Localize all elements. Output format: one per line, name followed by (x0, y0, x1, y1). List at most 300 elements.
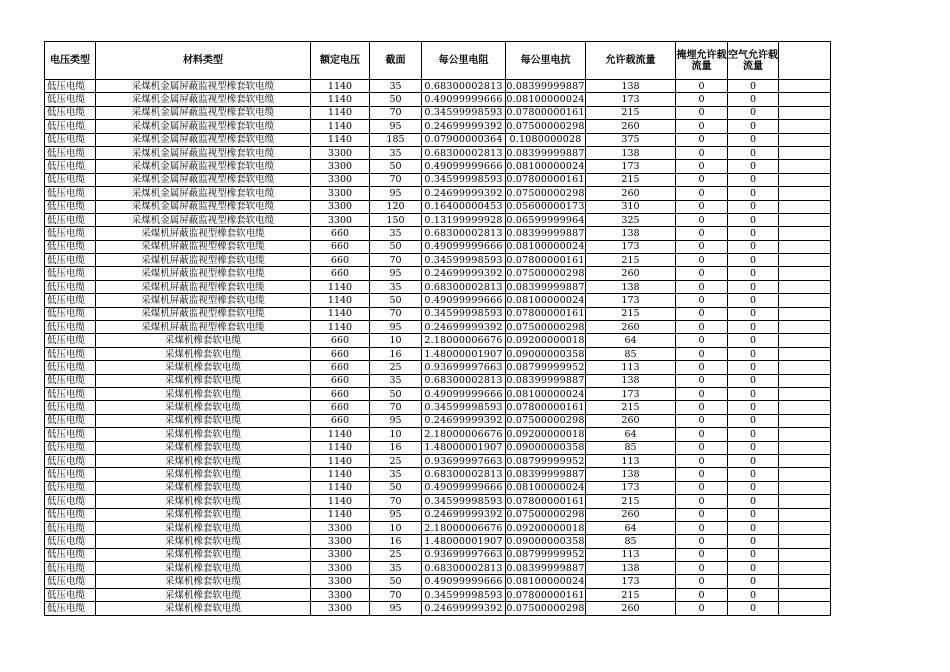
cell-resistance[interactable]: 0.68300002813 (422, 227, 506, 240)
cell-cross-section[interactable]: 10 (370, 334, 422, 347)
cell-rated-voltage[interactable]: 3300 (311, 146, 370, 159)
cell-rated-voltage[interactable]: 660 (311, 401, 370, 414)
cell-cross-section[interactable]: 95 (370, 508, 422, 521)
cell-resistance[interactable]: 2.18000006676 (422, 428, 506, 441)
cell-cross-section[interactable]: 50 (370, 93, 422, 106)
cell-allowed-current[interactable]: 138 (586, 468, 676, 481)
cell-rated-voltage[interactable]: 3300 (311, 173, 370, 186)
cell-air-current[interactable]: 0 (728, 93, 779, 106)
cell-buried-current[interactable]: 0 (676, 495, 728, 508)
cell-voltage-type[interactable]: 低压电缆 (45, 307, 96, 320)
cell-blank[interactable] (779, 146, 831, 159)
cell-material-type[interactable]: 采煤机屏蔽监视型橡套软电缆 (96, 307, 311, 320)
cell-allowed-current[interactable]: 260 (586, 508, 676, 521)
cell-reactance[interactable]: 0.08399999887 (506, 281, 585, 293)
cell-voltage-type[interactable]: 低压电缆 (45, 468, 96, 481)
cell-cross-section[interactable]: 95 (370, 414, 422, 427)
cell-air-current[interactable]: 0 (728, 441, 779, 454)
cell-material-type[interactable]: 采煤机金属屏蔽监视型橡套软电缆 (96, 173, 311, 186)
cell-material-type[interactable]: 采煤机橡套软电缆 (96, 374, 311, 387)
cell-cross-section[interactable]: 16 (370, 441, 422, 454)
cell-material-type[interactable]: 采煤机金属屏蔽监视型橡套软电缆 (96, 80, 311, 93)
cell-cross-section[interactable]: 50 (370, 240, 422, 253)
cell-buried-current[interactable]: 0 (676, 240, 728, 253)
cell-allowed-current[interactable]: 173 (586, 481, 676, 494)
cell-voltage-type[interactable]: 低压电缆 (45, 387, 96, 400)
cell-blank[interactable] (779, 93, 831, 106)
cell-cross-section[interactable]: 35 (370, 227, 422, 240)
cell-cross-section[interactable]: 25 (370, 454, 422, 467)
cell-voltage-type[interactable]: 低压电缆 (45, 106, 96, 119)
cell-air-current[interactable]: 0 (728, 334, 779, 347)
cell-material-type[interactable]: 采煤机金属屏蔽监视型橡套软电缆 (96, 187, 311, 200)
cell-allowed-current[interactable]: 113 (586, 548, 676, 561)
cell-blank[interactable] (779, 334, 831, 347)
cell-blank[interactable] (779, 307, 831, 320)
cell-cross-section[interactable]: 35 (370, 80, 422, 93)
cell-rated-voltage[interactable]: 660 (311, 361, 370, 374)
cell-air-current[interactable]: 0 (728, 508, 779, 521)
cell-reactance[interactable]: 0.07500000298 (506, 120, 585, 132)
cell-resistance[interactable]: 0.24699999392 (422, 508, 506, 521)
cell-voltage-type[interactable]: 低压电缆 (45, 548, 96, 561)
cell-allowed-current[interactable]: 260 (586, 120, 676, 133)
cell-reactance[interactable]: 0.05600000173 (506, 201, 585, 213)
cell-voltage-type[interactable]: 低压电缆 (45, 361, 96, 374)
cell-resistance[interactable]: 0.49099999666 (422, 387, 506, 400)
cell-air-current[interactable]: 0 (728, 200, 779, 213)
cell-voltage-type[interactable]: 低压电缆 (45, 602, 96, 615)
cell-rated-voltage[interactable]: 3300 (311, 187, 370, 200)
cell-voltage-type[interactable]: 低压电缆 (45, 428, 96, 441)
cell-rated-voltage[interactable]: 660 (311, 387, 370, 400)
cell-air-current[interactable]: 0 (728, 401, 779, 414)
cell-resistance[interactable]: 0.93699997663 (422, 454, 506, 467)
cell-blank[interactable] (779, 548, 831, 561)
cell-buried-current[interactable]: 0 (676, 562, 728, 575)
cell-allowed-current[interactable]: 138 (586, 562, 676, 575)
cell-resistance[interactable]: 0.34599998593 (422, 106, 506, 119)
cell-cross-section[interactable]: 35 (370, 374, 422, 387)
cell-buried-current[interactable]: 0 (676, 508, 728, 521)
cell-rated-voltage[interactable]: 3300 (311, 521, 370, 534)
cell-voltage-type[interactable]: 低压电缆 (45, 267, 96, 280)
cell-voltage-type[interactable]: 低压电缆 (45, 227, 96, 240)
cell-blank[interactable] (779, 401, 831, 414)
cell-resistance[interactable]: 0.34599998593 (422, 401, 506, 414)
cell-blank[interactable] (779, 106, 831, 119)
cell-allowed-current[interactable]: 173 (586, 160, 676, 173)
cell-reactance[interactable]: 0.07500000298 (506, 321, 585, 333)
cell-rated-voltage[interactable]: 660 (311, 227, 370, 240)
cell-cross-section[interactable]: 50 (370, 481, 422, 494)
cell-rated-voltage[interactable]: 1140 (311, 454, 370, 467)
cell-resistance[interactable]: 0.49099999666 (422, 240, 506, 253)
cell-reactance[interactable]: 0.09200000018 (506, 522, 585, 534)
cell-reactance[interactable]: 0.08100000024 (506, 388, 585, 400)
header-air-current[interactable]: 空气允许载流量 (728, 42, 779, 80)
cell-rated-voltage[interactable]: 3300 (311, 588, 370, 601)
cell-air-current[interactable]: 0 (728, 227, 779, 240)
cell-rated-voltage[interactable]: 1140 (311, 481, 370, 494)
cell-reactance[interactable]: 0.08399999887 (506, 562, 585, 574)
cell-air-current[interactable]: 0 (728, 588, 779, 601)
cell-voltage-type[interactable]: 低压电缆 (45, 80, 96, 93)
cell-material-type[interactable]: 采煤机金属屏蔽监视型橡套软电缆 (96, 160, 311, 173)
cell-reactance[interactable]: 0.08399999887 (506, 227, 585, 239)
cell-material-type[interactable]: 采煤机橡套软电缆 (96, 428, 311, 441)
cell-rated-voltage[interactable]: 1140 (311, 508, 370, 521)
cell-voltage-type[interactable]: 低压电缆 (45, 187, 96, 200)
cell-voltage-type[interactable]: 低压电缆 (45, 200, 96, 213)
cell-resistance[interactable]: 0.68300002813 (422, 80, 506, 93)
cell-allowed-current[interactable]: 173 (586, 294, 676, 307)
cell-resistance[interactable]: 1.48000001907 (422, 347, 506, 360)
cell-air-current[interactable]: 0 (728, 254, 779, 267)
cell-material-type[interactable]: 采煤机橡套软电缆 (96, 602, 311, 615)
cell-buried-current[interactable]: 0 (676, 602, 728, 615)
cell-allowed-current[interactable]: 215 (586, 307, 676, 320)
cell-material-type[interactable]: 采煤机金属屏蔽监视型橡套软电缆 (96, 120, 311, 133)
cell-air-current[interactable]: 0 (728, 173, 779, 186)
cell-allowed-current[interactable]: 173 (586, 387, 676, 400)
cell-blank[interactable] (779, 80, 831, 93)
cell-voltage-type[interactable]: 低压电缆 (45, 401, 96, 414)
cell-blank[interactable] (779, 347, 831, 360)
header-material-type[interactable]: 材料类型 (96, 42, 311, 80)
cell-allowed-current[interactable]: 85 (586, 441, 676, 454)
cell-cross-section[interactable]: 50 (370, 387, 422, 400)
cell-reactance[interactable]: 0.07500000298 (506, 602, 585, 614)
cell-buried-current[interactable]: 0 (676, 334, 728, 347)
cell-cross-section[interactable]: 70 (370, 307, 422, 320)
cell-rated-voltage[interactable]: 660 (311, 240, 370, 253)
cell-reactance[interactable]: 0.09000000358 (506, 442, 585, 454)
cell-material-type[interactable]: 采煤机橡套软电缆 (96, 414, 311, 427)
cell-reactance[interactable]: 0.06599999964 (506, 214, 585, 226)
cell-rated-voltage[interactable]: 660 (311, 334, 370, 347)
cell-blank[interactable] (779, 294, 831, 307)
cell-allowed-current[interactable]: 138 (586, 80, 676, 93)
cell-reactance[interactable]: 0.07800000161 (506, 254, 585, 266)
cell-voltage-type[interactable]: 低压电缆 (45, 334, 96, 347)
cell-allowed-current[interactable]: 173 (586, 240, 676, 253)
cell-cross-section[interactable]: 95 (370, 120, 422, 133)
cell-rated-voltage[interactable]: 660 (311, 374, 370, 387)
cell-rated-voltage[interactable]: 1140 (311, 428, 370, 441)
cell-material-type[interactable]: 采煤机橡套软电缆 (96, 454, 311, 467)
cell-buried-current[interactable]: 0 (676, 361, 728, 374)
cell-reactance[interactable]: 0.08399999887 (506, 80, 585, 92)
cell-voltage-type[interactable]: 低压电缆 (45, 588, 96, 601)
cell-blank[interactable] (779, 562, 831, 575)
cell-blank[interactable] (779, 120, 831, 133)
cell-cross-section[interactable]: 25 (370, 361, 422, 374)
cell-allowed-current[interactable]: 215 (586, 254, 676, 267)
cell-allowed-current[interactable]: 173 (586, 575, 676, 588)
cell-blank[interactable] (779, 361, 831, 374)
cell-reactance[interactable]: 0.09200000018 (506, 428, 585, 440)
cell-buried-current[interactable]: 0 (676, 401, 728, 414)
cell-allowed-current[interactable]: 113 (586, 454, 676, 467)
cell-resistance[interactable]: 0.24699999392 (422, 267, 506, 280)
cell-cross-section[interactable]: 16 (370, 535, 422, 548)
cell-reactance[interactable]: 0.08100000024 (506, 241, 585, 253)
cell-air-current[interactable]: 0 (728, 495, 779, 508)
cell-resistance[interactable]: 0.49099999666 (422, 160, 506, 173)
cell-cross-section[interactable]: 185 (370, 133, 422, 146)
cell-resistance[interactable]: 0.93699997663 (422, 361, 506, 374)
cell-buried-current[interactable]: 0 (676, 106, 728, 119)
cell-resistance[interactable]: 2.18000006676 (422, 334, 506, 347)
cell-allowed-current[interactable]: 85 (586, 535, 676, 548)
cell-air-current[interactable]: 0 (728, 160, 779, 173)
cell-resistance[interactable]: 0.68300002813 (422, 374, 506, 387)
cell-material-type[interactable]: 采煤机橡套软电缆 (96, 334, 311, 347)
cell-reactance[interactable]: 0.07800000161 (506, 495, 585, 507)
cell-material-type[interactable]: 采煤机屏蔽监视型橡套软电缆 (96, 267, 311, 280)
cell-buried-current[interactable]: 0 (676, 120, 728, 133)
cell-voltage-type[interactable]: 低压电缆 (45, 213, 96, 226)
cell-allowed-current[interactable]: 138 (586, 146, 676, 159)
cell-reactance[interactable]: 0.07500000298 (506, 268, 585, 280)
cell-buried-current[interactable]: 0 (676, 468, 728, 481)
cell-voltage-type[interactable]: 低压电缆 (45, 575, 96, 588)
cell-cross-section[interactable]: 70 (370, 106, 422, 119)
cell-reactance[interactable]: 0.08799999952 (506, 455, 585, 467)
cell-blank[interactable] (779, 414, 831, 427)
cell-blank[interactable] (779, 535, 831, 548)
cell-allowed-current[interactable]: 375 (586, 133, 676, 146)
cell-blank[interactable] (779, 133, 831, 146)
cell-air-current[interactable]: 0 (728, 602, 779, 615)
cell-reactance[interactable]: 0.08100000024 (506, 482, 585, 494)
cell-buried-current[interactable]: 0 (676, 387, 728, 400)
cell-voltage-type[interactable]: 低压电缆 (45, 160, 96, 173)
cell-voltage-type[interactable]: 低压电缆 (45, 294, 96, 307)
cell-reactance[interactable]: 0.08100000024 (506, 94, 585, 106)
cell-cross-section[interactable]: 70 (370, 173, 422, 186)
cell-allowed-current[interactable]: 260 (586, 267, 676, 280)
cell-voltage-type[interactable]: 低压电缆 (45, 93, 96, 106)
cell-cross-section[interactable]: 25 (370, 548, 422, 561)
cell-cross-section[interactable]: 16 (370, 347, 422, 360)
cell-blank[interactable] (779, 200, 831, 213)
cell-buried-current[interactable]: 0 (676, 173, 728, 186)
cell-voltage-type[interactable]: 低压电缆 (45, 535, 96, 548)
cell-material-type[interactable]: 采煤机金属屏蔽监视型橡套软电缆 (96, 213, 311, 226)
cell-reactance[interactable]: 0.08399999887 (506, 375, 585, 387)
cell-resistance[interactable]: 0.49099999666 (422, 93, 506, 106)
cell-allowed-current[interactable]: 215 (586, 588, 676, 601)
cell-air-current[interactable]: 0 (728, 387, 779, 400)
cell-material-type[interactable]: 采煤机屏蔽监视型橡套软电缆 (96, 227, 311, 240)
cell-resistance[interactable]: 0.24699999392 (422, 602, 506, 615)
cell-rated-voltage[interactable]: 660 (311, 414, 370, 427)
cell-material-type[interactable]: 采煤机屏蔽监视型橡套软电缆 (96, 254, 311, 267)
cell-reactance[interactable]: 0.08100000024 (506, 294, 585, 306)
cell-buried-current[interactable]: 0 (676, 254, 728, 267)
cell-air-current[interactable]: 0 (728, 213, 779, 226)
cell-air-current[interactable]: 0 (728, 120, 779, 133)
cell-voltage-type[interactable]: 低压电缆 (45, 120, 96, 133)
cell-rated-voltage[interactable]: 3300 (311, 562, 370, 575)
cell-air-current[interactable]: 0 (728, 374, 779, 387)
cell-voltage-type[interactable]: 低压电缆 (45, 481, 96, 494)
cell-reactance[interactable]: 0.08100000024 (506, 576, 585, 588)
cell-material-type[interactable]: 采煤机金属屏蔽监视型橡套软电缆 (96, 200, 311, 213)
cell-resistance[interactable]: 0.68300002813 (422, 468, 506, 481)
cell-air-current[interactable]: 0 (728, 106, 779, 119)
header-allowed-current[interactable]: 允许载流量 (586, 42, 676, 80)
cell-voltage-type[interactable]: 低压电缆 (45, 441, 96, 454)
cell-reactance[interactable]: 0.1080000028 (506, 133, 586, 146)
cell-reactance[interactable]: 0.08799999952 (506, 549, 585, 561)
cell-blank[interactable] (779, 374, 831, 387)
cell-resistance[interactable]: 0.16400000453 (422, 200, 506, 213)
cell-allowed-current[interactable]: 310 (586, 200, 676, 213)
cell-resistance[interactable]: 0.24699999392 (422, 120, 506, 133)
cell-material-type[interactable]: 采煤机橡套软电缆 (96, 401, 311, 414)
header-rated-voltage[interactable]: 额定电压 (311, 42, 370, 80)
cell-blank[interactable] (779, 575, 831, 588)
cell-resistance[interactable]: 0.49099999666 (422, 294, 506, 307)
cell-buried-current[interactable]: 0 (676, 535, 728, 548)
cell-cross-section[interactable]: 150 (370, 213, 422, 226)
cell-voltage-type[interactable]: 低压电缆 (45, 521, 96, 534)
cell-material-type[interactable]: 采煤机橡套软电缆 (96, 508, 311, 521)
cell-blank[interactable] (779, 454, 831, 467)
cell-air-current[interactable]: 0 (728, 294, 779, 307)
cell-buried-current[interactable]: 0 (676, 307, 728, 320)
cell-rated-voltage[interactable]: 1140 (311, 441, 370, 454)
cell-material-type[interactable]: 采煤机屏蔽监视型橡套软电缆 (96, 294, 311, 307)
cell-resistance[interactable]: 0.07900000364 (422, 133, 506, 146)
cell-reactance[interactable]: 0.08399999887 (506, 147, 585, 159)
cell-blank[interactable] (779, 254, 831, 267)
cell-allowed-current[interactable]: 260 (586, 414, 676, 427)
cell-cross-section[interactable]: 35 (370, 468, 422, 481)
cell-air-current[interactable]: 0 (728, 575, 779, 588)
cell-cross-section[interactable]: 70 (370, 588, 422, 601)
cell-rated-voltage[interactable]: 1140 (311, 321, 370, 334)
cell-material-type[interactable]: 采煤机金属屏蔽监视型橡套软电缆 (96, 93, 311, 106)
cell-voltage-type[interactable]: 低压电缆 (45, 495, 96, 508)
cell-material-type[interactable]: 采煤机橡套软电缆 (96, 495, 311, 508)
cell-material-type[interactable]: 采煤机橡套软电缆 (96, 548, 311, 561)
cell-reactance[interactable]: 0.07800000161 (506, 174, 585, 186)
cell-rated-voltage[interactable]: 1140 (311, 80, 370, 93)
cell-blank[interactable] (779, 280, 831, 293)
cell-cross-section[interactable]: 95 (370, 321, 422, 334)
cell-allowed-current[interactable]: 325 (586, 213, 676, 226)
cell-buried-current[interactable]: 0 (676, 227, 728, 240)
cell-blank[interactable] (779, 227, 831, 240)
cell-allowed-current[interactable]: 64 (586, 428, 676, 441)
cell-rated-voltage[interactable]: 1140 (311, 495, 370, 508)
cell-resistance[interactable]: 0.24699999392 (422, 321, 506, 334)
cell-voltage-type[interactable]: 低压电缆 (45, 374, 96, 387)
cell-material-type[interactable]: 采煤机金属屏蔽监视型橡套软电缆 (96, 146, 311, 159)
cell-allowed-current[interactable]: 138 (586, 374, 676, 387)
cell-voltage-type[interactable]: 低压电缆 (45, 508, 96, 521)
cell-resistance[interactable]: 0.68300002813 (422, 562, 506, 575)
cell-blank[interactable] (779, 521, 831, 534)
cell-blank[interactable] (779, 602, 831, 615)
cell-air-current[interactable]: 0 (728, 267, 779, 280)
cell-allowed-current[interactable]: 215 (586, 495, 676, 508)
cell-air-current[interactable]: 0 (728, 280, 779, 293)
cell-rated-voltage[interactable]: 1140 (311, 93, 370, 106)
cell-resistance[interactable]: 0.13199999928 (422, 213, 506, 226)
cell-blank[interactable] (779, 321, 831, 334)
cell-cross-section[interactable]: 10 (370, 428, 422, 441)
cell-resistance[interactable]: 0.34599998593 (422, 254, 506, 267)
cell-blank[interactable] (779, 387, 831, 400)
cell-resistance[interactable]: 0.34599998593 (422, 173, 506, 186)
header-cross-section[interactable]: 截面 (370, 42, 422, 80)
cell-rated-voltage[interactable]: 1140 (311, 468, 370, 481)
cell-cross-section[interactable]: 10 (370, 521, 422, 534)
cell-material-type[interactable]: 采煤机橡套软电缆 (96, 387, 311, 400)
cell-blank[interactable] (779, 160, 831, 173)
cell-allowed-current[interactable]: 260 (586, 321, 676, 334)
cell-reactance[interactable]: 0.08799999952 (506, 361, 585, 373)
cell-air-current[interactable]: 0 (728, 133, 779, 146)
cell-rated-voltage[interactable]: 3300 (311, 535, 370, 548)
cell-blank[interactable] (779, 468, 831, 481)
cell-rated-voltage[interactable]: 3300 (311, 602, 370, 615)
header-voltage-type[interactable]: 电压类型 (45, 42, 96, 80)
cell-blank[interactable] (779, 495, 831, 508)
cell-air-current[interactable]: 0 (728, 481, 779, 494)
cell-air-current[interactable]: 0 (728, 347, 779, 360)
cell-cross-section[interactable]: 120 (370, 200, 422, 213)
cell-reactance[interactable]: 0.07500000298 (506, 187, 585, 199)
cell-blank[interactable] (779, 240, 831, 253)
cell-buried-current[interactable]: 0 (676, 454, 728, 467)
cell-allowed-current[interactable]: 215 (586, 173, 676, 186)
cell-buried-current[interactable]: 0 (676, 414, 728, 427)
cell-material-type[interactable]: 采煤机橡套软电缆 (96, 575, 311, 588)
cell-cross-section[interactable]: 35 (370, 280, 422, 293)
cell-cross-section[interactable]: 50 (370, 575, 422, 588)
cell-material-type[interactable]: 采煤机屏蔽监视型橡套软电缆 (96, 321, 311, 334)
cell-buried-current[interactable]: 0 (676, 80, 728, 93)
cell-material-type[interactable]: 采煤机橡套软电缆 (96, 562, 311, 575)
cell-material-type[interactable]: 采煤机橡套软电缆 (96, 535, 311, 548)
cell-voltage-type[interactable]: 低压电缆 (45, 173, 96, 186)
cell-rated-voltage[interactable]: 660 (311, 347, 370, 360)
cell-buried-current[interactable]: 0 (676, 267, 728, 280)
cell-resistance[interactable]: 0.93699997663 (422, 548, 506, 561)
cell-resistance[interactable]: 0.34599998593 (422, 307, 506, 320)
cell-resistance[interactable]: 0.34599998593 (422, 495, 506, 508)
header-buried-current[interactable]: 掩埋允许载流量 (676, 42, 728, 80)
cell-allowed-current[interactable]: 215 (586, 106, 676, 119)
cell-air-current[interactable]: 0 (728, 187, 779, 200)
cell-resistance[interactable]: 0.68300002813 (422, 280, 506, 293)
cell-rated-voltage[interactable]: 3300 (311, 200, 370, 213)
cell-buried-current[interactable]: 0 (676, 481, 728, 494)
cell-reactance[interactable]: 0.07800000161 (506, 402, 585, 414)
cell-cross-section[interactable]: 35 (370, 562, 422, 575)
cell-voltage-type[interactable]: 低压电缆 (45, 280, 96, 293)
cell-voltage-type[interactable]: 低压电缆 (45, 146, 96, 159)
cell-resistance[interactable]: 1.48000001907 (422, 535, 506, 548)
cell-blank[interactable] (779, 187, 831, 200)
cell-air-current[interactable]: 0 (728, 414, 779, 427)
